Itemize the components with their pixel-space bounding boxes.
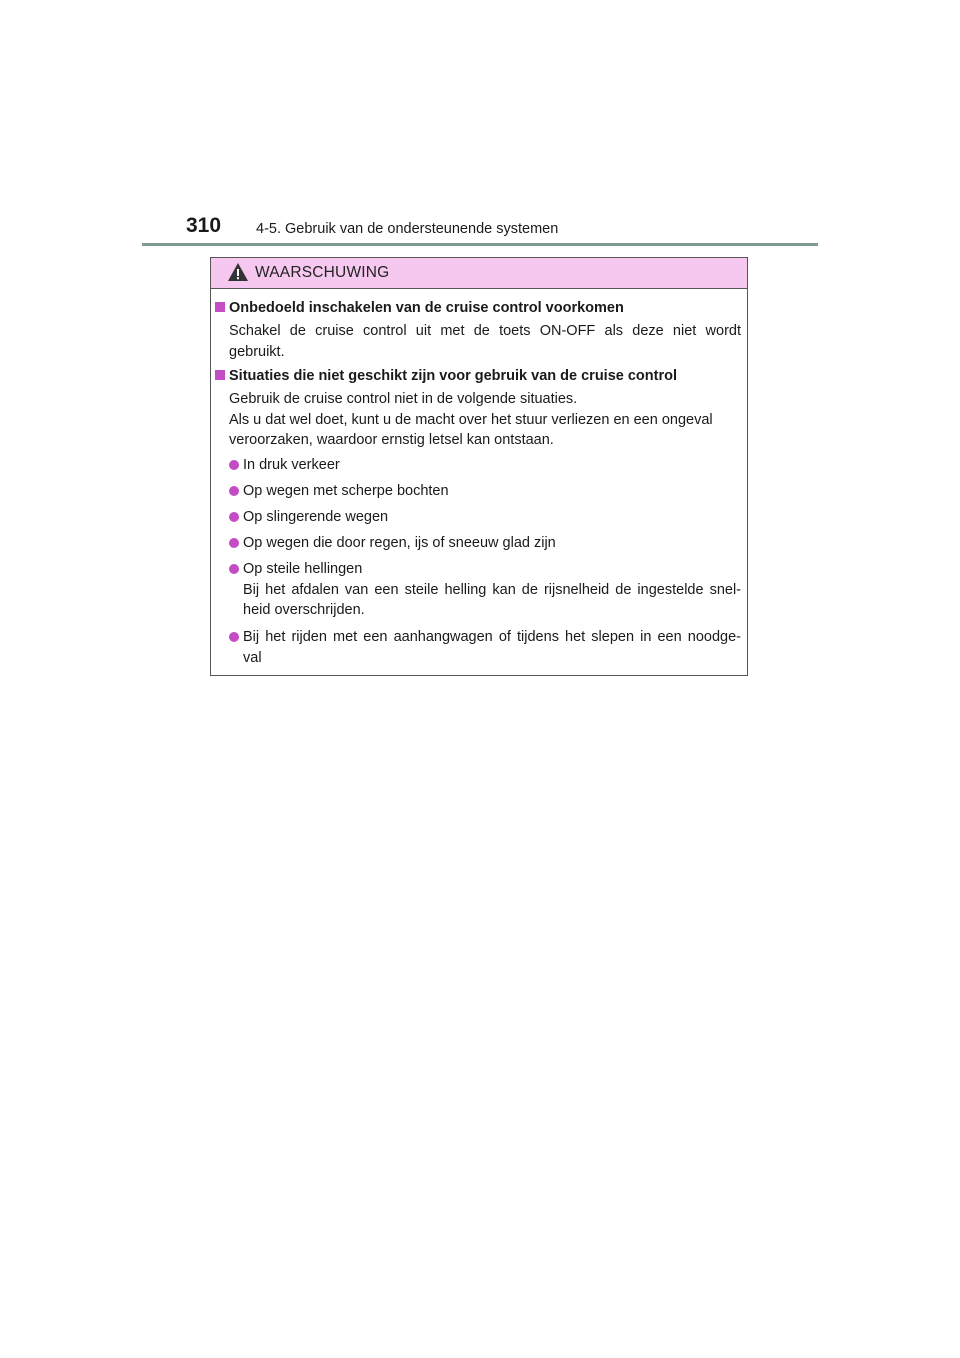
text-line: heid overschrijden. (243, 602, 365, 618)
bullet-dot-icon (229, 632, 239, 642)
text-line: val (243, 649, 262, 666)
text-line: veroorzaken, waardoor ernstig letsel kan ontstaan. (229, 432, 554, 448)
text-line: Op wegen met scherpe bochten (243, 483, 449, 499)
list-item (229, 559, 741, 621)
text-line: gebruikt. (229, 343, 285, 360)
page-header (0, 0, 960, 250)
list-item (229, 481, 741, 502)
section-title: 4-5. Gebruik van de ondersteunende systemen (256, 221, 559, 237)
list-item (229, 507, 741, 528)
section-1-paragraph (229, 321, 741, 362)
section-2-paragraph (229, 389, 741, 451)
list-item (229, 627, 741, 668)
square-bullet-icon (215, 302, 225, 312)
text-line: Als u dat wel doet, kunt u de macht over het stuur verliezen en een ongeval (229, 411, 713, 428)
list-item (229, 455, 741, 476)
section-heading-text: Situaties die niet geschikt zijn voor gebruik van de cruise control (229, 368, 677, 384)
bullet-dot-icon (229, 460, 239, 470)
bullet-dot-icon (229, 538, 239, 548)
bullet-dot-icon (229, 486, 239, 496)
text-line: Gebruik de cruise control niet in de volgende situaties. (229, 391, 578, 407)
list-item (229, 533, 741, 554)
text-line: In druk verkeer (243, 457, 340, 473)
header-divider (142, 243, 818, 246)
warning-header (211, 258, 747, 289)
text-line: Bij het rijden met een aanhangwagen of tijdens het slepen in een noodge- (243, 629, 741, 645)
text-line: Schakel de cruise control uit met de toets ON-OFF als deze niet wordt (229, 323, 741, 339)
warning-title: WAARSCHUWING (255, 264, 390, 281)
text-line: Op wegen die door regen, ijs of sneeuw glad zijn (243, 535, 556, 551)
warning-box (210, 257, 748, 676)
text-line: Bij het afdalen van een steile helling kan de rijsnelheid de ingestelde snel- (243, 581, 741, 598)
text-line: Op slingerende wegen (243, 509, 389, 525)
square-bullet-icon (215, 370, 225, 380)
bullet-dot-icon (229, 512, 239, 522)
section-heading-2 (215, 368, 677, 384)
text-line: Op steile hellingen (243, 561, 363, 577)
section-heading-text: Onbedoeld inschakelen van de cruise control voorkomen (229, 300, 624, 316)
bullet-dot-icon (229, 564, 239, 574)
warning-triangle-icon (227, 262, 249, 282)
page-number: 310 (186, 214, 222, 237)
section-heading-1 (215, 300, 624, 316)
